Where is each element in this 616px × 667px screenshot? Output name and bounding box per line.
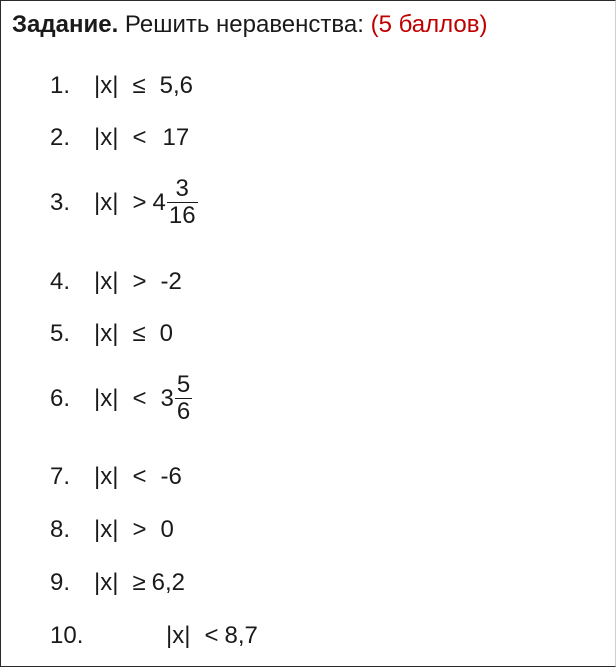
- item-lhs: |x|: [94, 72, 119, 99]
- item-number: 5.: [50, 320, 71, 347]
- item-lhs: |x|: [94, 124, 119, 151]
- item-value: 0: [159, 320, 173, 347]
- item-whole: 3: [160, 384, 174, 412]
- fraction-numerator: 3: [175, 175, 189, 202]
- item-lhs: |x|: [94, 268, 119, 295]
- item-value: 5,6: [159, 72, 194, 99]
- item-fraction: [175, 373, 192, 424]
- fraction-denominator: 6: [176, 398, 191, 425]
- task-title: Задание.: [12, 11, 119, 38]
- item-number: 1.: [50, 72, 71, 99]
- inequality-item: [50, 319, 173, 349]
- fraction-numerator: 5: [176, 371, 191, 398]
- inequality-item: [50, 568, 185, 598]
- inequality-item: [50, 621, 258, 651]
- item-lhs: |x|: [94, 463, 119, 490]
- item-number: 7.: [50, 463, 71, 490]
- inequality-item: [50, 123, 189, 153]
- fraction-denominator: 16: [168, 202, 196, 229]
- item-number: 8.: [50, 516, 71, 543]
- item-fraction: [167, 177, 198, 228]
- item-operator: ≤: [132, 320, 146, 347]
- item-operator: >: [132, 188, 147, 216]
- item-lhs: |x|: [94, 384, 119, 412]
- inequality-item: [50, 267, 182, 297]
- item-number: 2.: [50, 124, 71, 151]
- item-operator: <: [132, 463, 147, 490]
- item-operator: <: [132, 384, 147, 412]
- inequality-item: [50, 462, 182, 492]
- task-header: [12, 10, 488, 40]
- item-number: 4.: [50, 268, 71, 295]
- item-value: 6,2: [151, 569, 186, 596]
- item-lhs: |x|: [94, 188, 119, 216]
- item-number: 3.: [50, 188, 71, 216]
- inequality-item: [50, 373, 192, 424]
- inequality-item: [50, 71, 193, 101]
- item-operator: ≥: [132, 569, 146, 596]
- item-number: 9.: [50, 569, 71, 596]
- inequality-item: [50, 515, 174, 545]
- task-points: (5 баллов): [370, 11, 488, 38]
- item-operator: <: [132, 124, 147, 151]
- item-value: 17: [162, 124, 190, 151]
- item-value: -2: [160, 268, 182, 295]
- item-number: 10.: [50, 622, 84, 649]
- item-number: 6.: [50, 384, 71, 412]
- item-operator: >: [132, 268, 147, 295]
- item-operator: ≤: [132, 72, 146, 99]
- item-value: 0: [160, 516, 174, 543]
- task-instruction: Решить неравенства:: [124, 11, 364, 38]
- item-lhs: |x|: [94, 516, 119, 543]
- item-whole: 4: [152, 188, 166, 216]
- item-value: 8,7: [224, 622, 258, 649]
- item-lhs: |x|: [94, 320, 119, 347]
- item-operator: <: [204, 622, 219, 649]
- item-value: -6: [160, 463, 182, 490]
- item-operator: >: [132, 516, 147, 543]
- item-lhs: |x|: [166, 622, 191, 649]
- inequality-item: [50, 177, 198, 228]
- item-lhs: |x|: [94, 569, 119, 596]
